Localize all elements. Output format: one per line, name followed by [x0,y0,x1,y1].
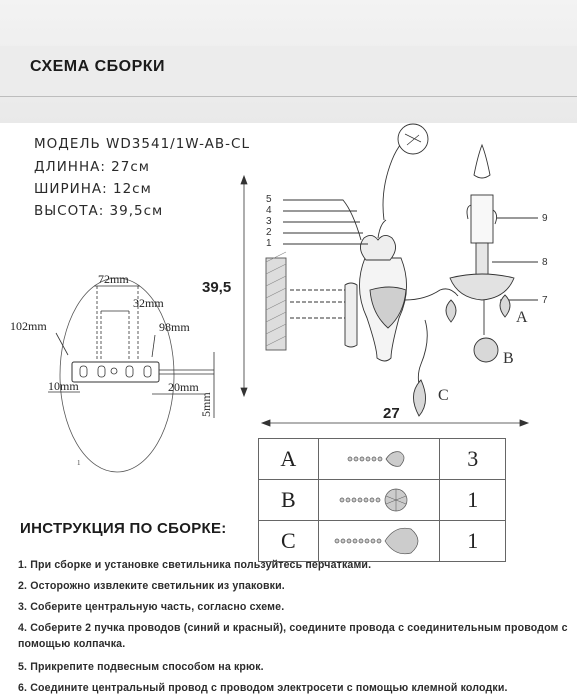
wall-lamp-illustration [266,124,538,416]
callout-7: 7 [542,295,548,306]
part-qty: 3 [440,439,506,480]
plate-tick-label: 1 [77,459,81,467]
dim-32mm: 32mm [133,296,164,310]
callout-3: 3 [266,216,272,227]
part-label-b: B [503,350,514,367]
part-label-a: A [516,309,528,326]
callout-4: 4 [266,205,272,216]
spec-model: МОДЕЛЬ WD3541/1W-AB-CL [34,136,250,152]
list-item [18,620,573,652]
mounting-plate-diagram [48,278,214,472]
part-a-image [318,439,440,480]
list-item [18,659,573,675]
lamp-width-value: 27 [383,405,400,422]
part-qty: 1 [440,521,506,562]
spec-height: ВЫСОТА: 39,5см [34,203,164,219]
callout-9: 9 [542,213,548,224]
dim-98mm: 98mm [159,320,190,334]
callout-5: 5 [266,194,272,205]
list-item [18,680,573,696]
dim-20mm: 20mm [168,380,199,394]
spec-width: ШИРИНА: 12см [34,181,152,197]
part-label-c: C [438,387,449,404]
part-letter: A [259,439,319,480]
callout-2: 2 [266,227,272,238]
list-item [18,578,573,594]
table-row [259,480,506,521]
callout-8: 8 [542,257,548,268]
crystal-drop-icon [344,448,414,470]
part-b-image [318,480,440,521]
dim-102mm: 102mm [10,319,47,333]
part-letter: C [259,521,319,562]
crystal-ball-icon [336,485,422,515]
part-qty: 1 [440,480,506,521]
step-text: При сборке и установке светильника пользуйтесь перчатками. [30,559,372,571]
table-row [259,521,506,562]
dim-5mm: 5mm [199,392,213,417]
dim-72mm: 72mm [98,272,129,286]
step-text: Прикрепите подвесным способом на крюк. [30,661,264,673]
step-number: 4. [18,622,28,634]
step-number: 6. [18,682,28,694]
instructions-title: ИНСТРУКЦИЯ ПО СБОРКЕ: [20,520,227,537]
lamp-height-value: 39,5 [202,279,232,296]
step-text: Соберите 2 пучка проводов (синий и красный), соедините провода с соединительным проводом с помощью колпачка. [18,622,568,650]
part-letter: B [259,480,319,521]
step-text: Соберите центральную часть, согласно схеме. [30,601,285,613]
parts-table [258,438,506,562]
step-text: Осторожно извлеките светильник из упаковки. [30,580,285,592]
step-number: 5. [18,661,28,673]
step-number: 3. [18,601,28,613]
list-item [18,599,573,615]
spec-length: ДЛИННА: 27см [34,159,150,175]
part-c-image [318,521,440,562]
step-text: Соедините центральный провод с проводом электросети с помощью клемной колодки. [30,682,508,694]
step-number: 1. [18,559,28,571]
table-row [259,439,506,480]
crystal-pendant-icon [331,524,427,558]
step-number: 2. [18,580,28,592]
dim-10mm: 10mm [48,379,79,393]
list-item [18,557,573,573]
instructions-list [18,557,573,700]
page-title: СХЕМА СБОРКИ [30,58,166,75]
callout-1: 1 [266,238,272,249]
